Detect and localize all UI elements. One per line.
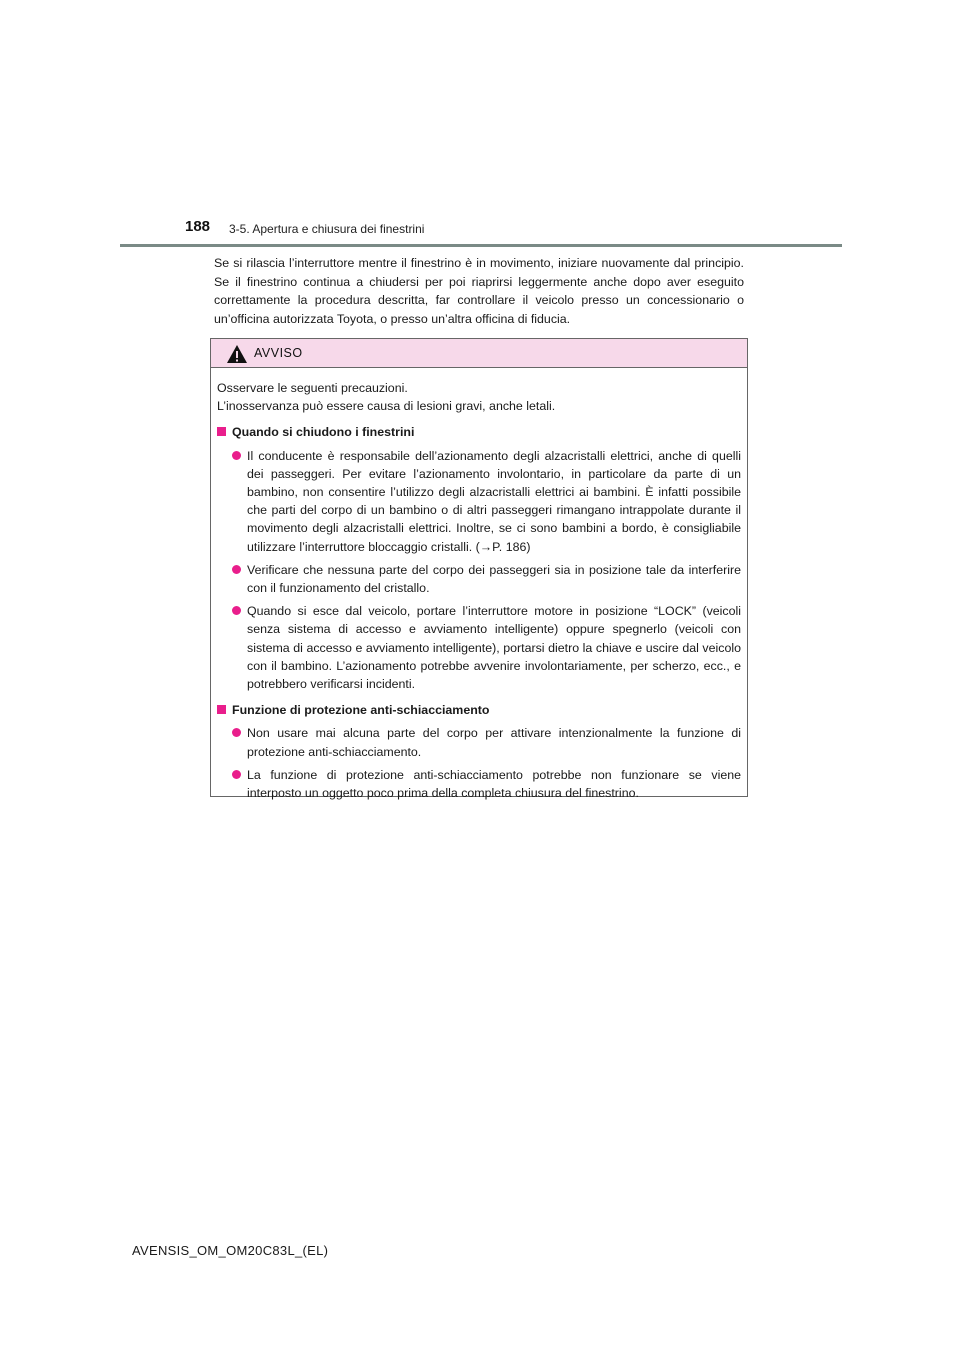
list-item-text: Quando si esce dal veicolo, portare l’interruttore motore in posizione “LOCK” (veicoli senza sistema di accesso e avviamento intelligente) oppure spegnerlo (veicoli con sistema di accesso e avviamento intelligente), portarsi dietro la chiave e uscire dal veicolo con il bambino. L’azionamento potrebbe avvenire involontariamente, per scherzo, ecc., e potrebbero verificarsi incidenti.	[247, 604, 741, 692]
section-heading-closing	[217, 423, 741, 441]
list-item	[217, 561, 741, 597]
square-bullet-icon	[217, 705, 226, 714]
list-item-text: Verificare che nessuna parte del corpo dei passeggeri sia in posizione tale da interferire con il funzionamento del cristallo.	[247, 562, 741, 596]
warning-lead-2: L’inosservanza può essere causa di lesioni gravi, anche letali.	[217, 399, 556, 414]
warning-body	[211, 368, 747, 802]
round-bullet-icon	[232, 565, 241, 574]
warning-triangle-icon	[226, 344, 248, 364]
section-heading-anti-pinch	[217, 701, 741, 719]
list-item	[217, 447, 741, 556]
warning-title: AVVISO	[254, 346, 303, 360]
page-number: 188	[185, 218, 211, 235]
round-bullet-icon	[232, 728, 241, 737]
bullet-list-anti-pinch	[217, 724, 741, 802]
list-item	[217, 602, 741, 693]
round-bullet-icon	[232, 451, 241, 460]
footer-code: AVENSIS_OM_OM20C83L_(EL)	[132, 1243, 329, 1258]
intro-text: Se si rilascia l’interruttore mentre il finestrino è in movimento, iniziare nuovamente dal principio. Se il finestrino continua a chiudersi per poi riaprirsi leggermente anche dopo aver eseguito correttamente la procedura descritta, far controllare il veicolo presso un concessionario o un’officina autorizzata Toyota, o presso un’altra officina di fiducia.	[214, 256, 744, 326]
list-item-text: Non usare mai alcuna parte del corpo per attivare intenzionalmente la funzione di protezione anti-schiacciamento.	[247, 726, 741, 759]
warning-lead-1: Osservare le seguenti precauzioni.	[217, 381, 408, 395]
list-item	[217, 724, 741, 760]
warning-box	[210, 338, 748, 801]
list-item-text: La funzione di protezione anti-schiacciamento potrebbe non funzionare se viene interposto un oggetto poco prima della completa chiusura del finestrino.	[247, 767, 741, 801]
warning-header	[211, 339, 747, 368]
round-bullet-icon	[232, 770, 241, 779]
list-item	[217, 766, 741, 802]
list-item-text: Il conducente è responsabile dell’azionamento degli alzacristalli elettrici, anche di quelli dei passeggeri. Per evitare l’azionamento involontario, in particolare da parte di un bambino, non consentire l’utilizzo degli alzacristalli elettrici ai bambini. È infatti possibile che parti del corpo di un bambino o di altri passeggeri rimangano intrappolate durante il movimento degli alzacristalli elettrici. Inoltre, se ci sono bambini a bordo, è consigliabile utilizzare l’interruttore bloccaggio cristalli. (→P. 186)	[247, 448, 741, 554]
bullet-list-closing	[217, 447, 741, 694]
warning-lead	[217, 379, 741, 415]
intro-paragraph	[214, 254, 744, 328]
section-heading-text: Quando si chiudono i finestrini	[232, 425, 415, 440]
round-bullet-icon	[232, 606, 241, 615]
square-bullet-icon	[217, 427, 226, 436]
section-heading-text: Funzione di protezione anti-schiacciamento	[232, 703, 490, 718]
header-rule	[120, 244, 842, 247]
section-title: 3-5. Apertura e chiusura dei finestrini	[229, 222, 425, 236]
